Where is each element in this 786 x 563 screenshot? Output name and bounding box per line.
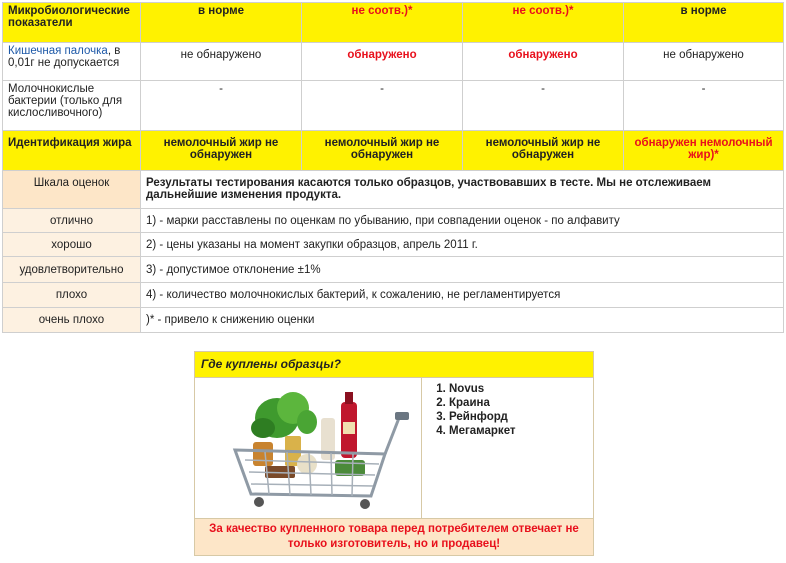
seller-responsibility-note: За качество купленного товара перед потребителем отвечает не только изготовитель, но и продавец!	[195, 518, 593, 555]
grade-label: очень плохо	[3, 308, 141, 333]
fat-value-2: немолочный жир не обнаружен	[302, 131, 463, 171]
scale-row	[3, 308, 784, 333]
scale-row	[3, 233, 784, 257]
purchase-info-box	[194, 351, 594, 556]
scale-row	[3, 257, 784, 283]
lactic-value-2: -	[302, 81, 463, 131]
scale-intro: Результаты тестирования касаются только образцов, участвовавших в тесте. Мы не отслеживаем дальнейшие изменения продукта.	[141, 171, 784, 209]
scale-intro-row	[3, 171, 784, 209]
header-col-3: не соотв.)*	[463, 3, 624, 43]
shopping-basket-image	[195, 378, 422, 518]
row-fat	[3, 131, 784, 171]
header-col-1: в норме	[141, 3, 302, 43]
grade-note: 3) - допустимое отклонение ±1%	[141, 257, 784, 283]
grade-note: 1) - марки расставлены по оценкам по убыванию, при совпадении оценок - по алфавиту	[141, 209, 784, 233]
scale-row	[3, 283, 784, 308]
grade-label: хорошо	[3, 233, 141, 257]
scale-row	[3, 209, 784, 233]
row-lactic	[3, 81, 784, 131]
row-ecoli	[3, 43, 784, 81]
store-list	[427, 382, 516, 438]
grade-label: отлично	[3, 209, 141, 233]
row-ecoli-label	[3, 43, 141, 81]
grade-label: удовлетворительно	[3, 257, 141, 283]
test-results-table	[2, 2, 784, 333]
lactic-value-3: -	[463, 81, 624, 131]
store-item: 4. Мегамаркет	[449, 424, 516, 438]
ecoli-norm: , в 0,01г не допускается	[8, 45, 121, 69]
ecoli-value-3: обнаружено	[463, 43, 624, 81]
grade-label: плохо	[3, 283, 141, 308]
header-row	[3, 3, 784, 43]
grade-note: 2) - цены указаны на момент закупки образцов, апрель 2011 г.	[141, 233, 784, 257]
grade-note: )* - привело к снижению оценки	[141, 308, 784, 333]
fat-value-1: немолочный жир не обнаружен	[141, 131, 302, 171]
row-fat-label: Идентификация жира	[3, 131, 141, 171]
store-item: 3. Рейнфорд	[449, 410, 516, 424]
ecoli-value-1: не обнаружено	[141, 43, 302, 81]
grade-note: 4) - количество молочнокислых бактерий, к сожалению, не регламентируется	[141, 283, 784, 308]
fat-value-3: немолочный жир не обнаружен	[463, 131, 624, 171]
row-lactic-label: Молочнокислые бактерии (только для кислосливочного)	[3, 81, 141, 131]
ecoli-value-4: не обнаружено	[624, 43, 784, 81]
purchase-title-bar	[195, 352, 593, 378]
header-label: Микробиологические показатели	[3, 3, 141, 43]
lactic-value-4: -	[624, 81, 784, 131]
lactic-value-1: -	[141, 81, 302, 131]
ecoli-value-2: обнаружено	[302, 43, 463, 81]
purchase-title: Где куплены образцы?	[201, 357, 341, 371]
ecoli-term: Кишечная палочка	[8, 45, 108, 57]
store-item: 1. Novus	[449, 382, 516, 396]
store-item: 2. Краина	[449, 396, 516, 410]
header-col-4: в норме	[624, 3, 784, 43]
shopping-basket-icon	[195, 378, 421, 518]
header-col-2: не соотв.)*	[302, 3, 463, 43]
scale-title: Шкала оценок	[3, 171, 141, 209]
fat-value-4: обнаружен немолочный жир)*	[624, 131, 784, 171]
